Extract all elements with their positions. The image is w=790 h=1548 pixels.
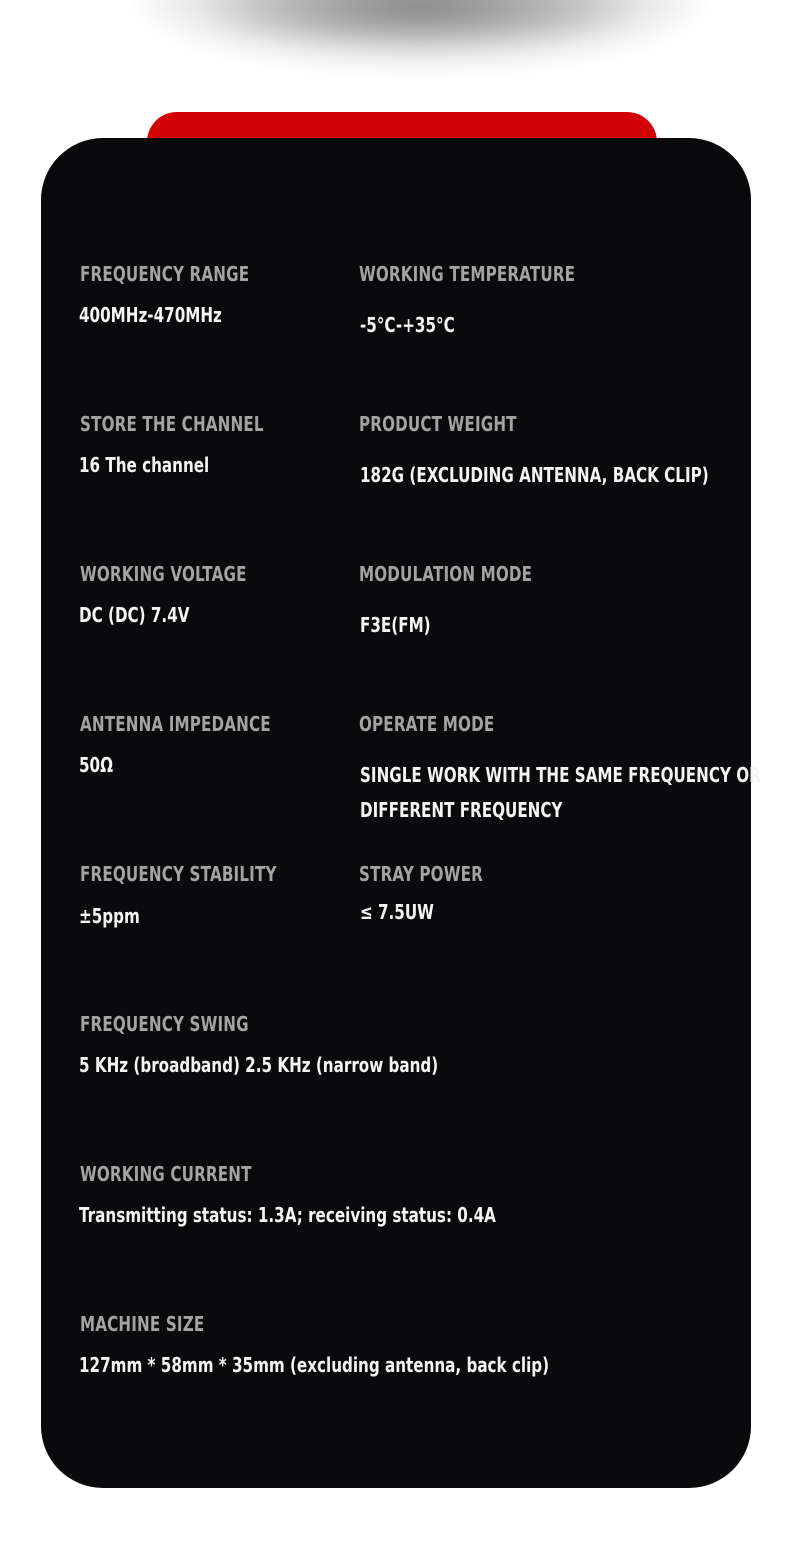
spec-label-frequency-swing: FREQUENCY SWING <box>80 1012 249 1036</box>
spec-label-working-current: WORKING CURRENT <box>80 1162 252 1186</box>
spec-value-working-temperature: -5°C-+35°C <box>360 313 455 337</box>
spec-label-operate-mode: OPERATE MODE <box>359 712 495 736</box>
spec-value-antenna-impedance: 50Ω <box>79 753 114 777</box>
spec-value-stray-power: ≤ 7.5UW <box>360 900 434 924</box>
spec-value-operate-mode-line-1: SINGLE WORK WITH THE SAME FREQUENCY OR <box>360 763 761 787</box>
spec-value-frequency-range: 400MHz-470MHz <box>79 303 222 327</box>
spec-value-machine-size: 127mm * 58mm * 35mm (excluding antenna, back clip) <box>79 1353 550 1377</box>
spec-label-modulation-mode: MODULATION MODE <box>359 562 533 586</box>
spec-label-antenna-impedance: ANTENNA IMPEDANCE <box>80 712 271 736</box>
spec-label-store-channel: STORE THE CHANNEL <box>80 412 264 436</box>
spec-value-modulation-mode: F3E(FM) <box>360 613 431 637</box>
spec-value-operate-mode-line-2: DIFFERENT FREQUENCY <box>360 798 563 822</box>
spec-label-working-voltage: WORKING VOLTAGE <box>80 562 247 586</box>
spec-value-working-voltage: DC (DC) 7.4V <box>79 603 190 627</box>
spec-value-store-channel: 16 The channel <box>79 453 210 477</box>
spec-value-frequency-swing: 5 KHz (broadband) 2.5 KHz (narrow band) <box>79 1053 439 1077</box>
spec-label-product-weight: PRODUCT WEIGHT <box>359 412 517 436</box>
spec-value-working-current: Transmitting status: 1.3A; receiving status: 0.4A <box>79 1203 496 1227</box>
spec-label-working-temperature: WORKING TEMPERATURE <box>359 262 576 286</box>
spec-value-frequency-stability: ±5ppm <box>79 904 140 928</box>
spec-label-machine-size: MACHINE SIZE <box>80 1312 205 1336</box>
spec-value-product-weight: 182G (EXCLUDING ANTENNA, BACK CLIP) <box>360 463 709 487</box>
spec-label-frequency-range: FREQUENCY RANGE <box>80 262 250 286</box>
spec-label-stray-power: STRAY POWER <box>359 862 483 886</box>
spec-label-frequency-stability: FREQUENCY STABILITY <box>80 862 277 886</box>
spec-card <box>41 138 761 1488</box>
